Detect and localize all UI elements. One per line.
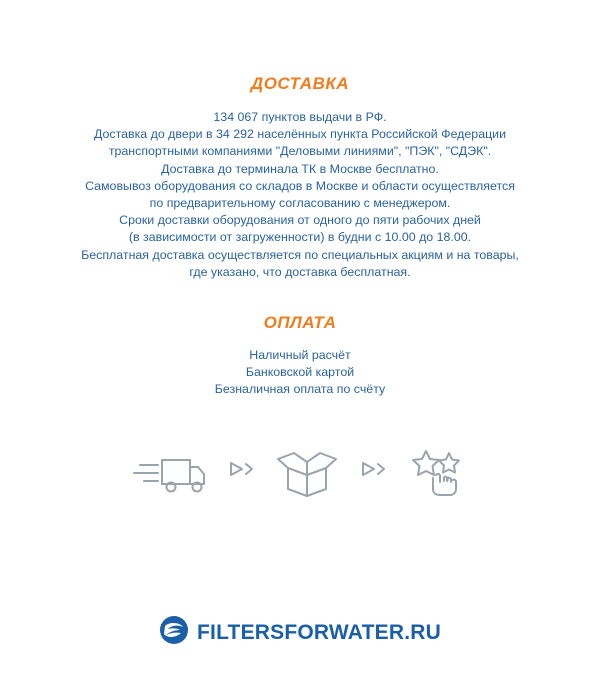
logo-wordmark — [197, 621, 441, 645]
delivery-line: Доставка до двери в 34 292 населённых пункта Российской Федерации — [93, 127, 507, 142]
payment-line: Наличный расчёт — [249, 348, 351, 363]
payment-line: Банковской картой — [245, 365, 355, 380]
delivery-line: Бесплатная доставка осуществляется по специальных акциям и на товары, — [81, 247, 519, 262]
delivery-line: по предварительному согласованию с менеджером. — [149, 196, 451, 211]
delivery-line: где указано, что доставка бесплатная. — [189, 264, 411, 279]
delivery-section-title: ДОСТАВКА — [250, 74, 350, 93]
delivery-line: (в зависимости от загруженности) в будни с 10.00 до 18.00. — [128, 230, 472, 245]
page-root — [0, 74, 600, 674]
delivery-line: транспортными компаниями "Деловыми линиями", "ПЭК", "СДЭК". — [108, 144, 492, 159]
delivery-line: Самовывоз оборудования со складов в Москве и области осуществляется — [85, 178, 515, 193]
delivery-section-text — [20, 109, 580, 281]
logo-name: FILTERSFORWATER — [197, 620, 405, 644]
payment-section-text — [20, 347, 580, 399]
payment-section-title: ОПЛАТА — [263, 313, 337, 333]
delivery-line: 134 067 пунктов выдачи в РФ. — [213, 110, 387, 124]
delivery-truck-icon — [132, 446, 208, 498]
swirl-logo-icon — [159, 615, 189, 650]
rating-stars-hand-icon — [406, 445, 468, 499]
arrow-right-icon-1 — [228, 458, 254, 485]
payment-line: Безналичная оплата по счёту — [214, 382, 386, 397]
logo-tld: .RU — [404, 620, 441, 644]
process-steps-row — [0, 445, 600, 499]
open-box-icon — [274, 445, 340, 499]
site-logo[interactable] — [0, 615, 600, 650]
arrow-right-icon-2 — [360, 458, 386, 485]
delivery-line: Сроки доставки оборудования от одного до пяти рабочих дней — [119, 213, 481, 228]
delivery-line: Доставка до терминала ТК в Москве бесплатно. — [161, 161, 439, 176]
